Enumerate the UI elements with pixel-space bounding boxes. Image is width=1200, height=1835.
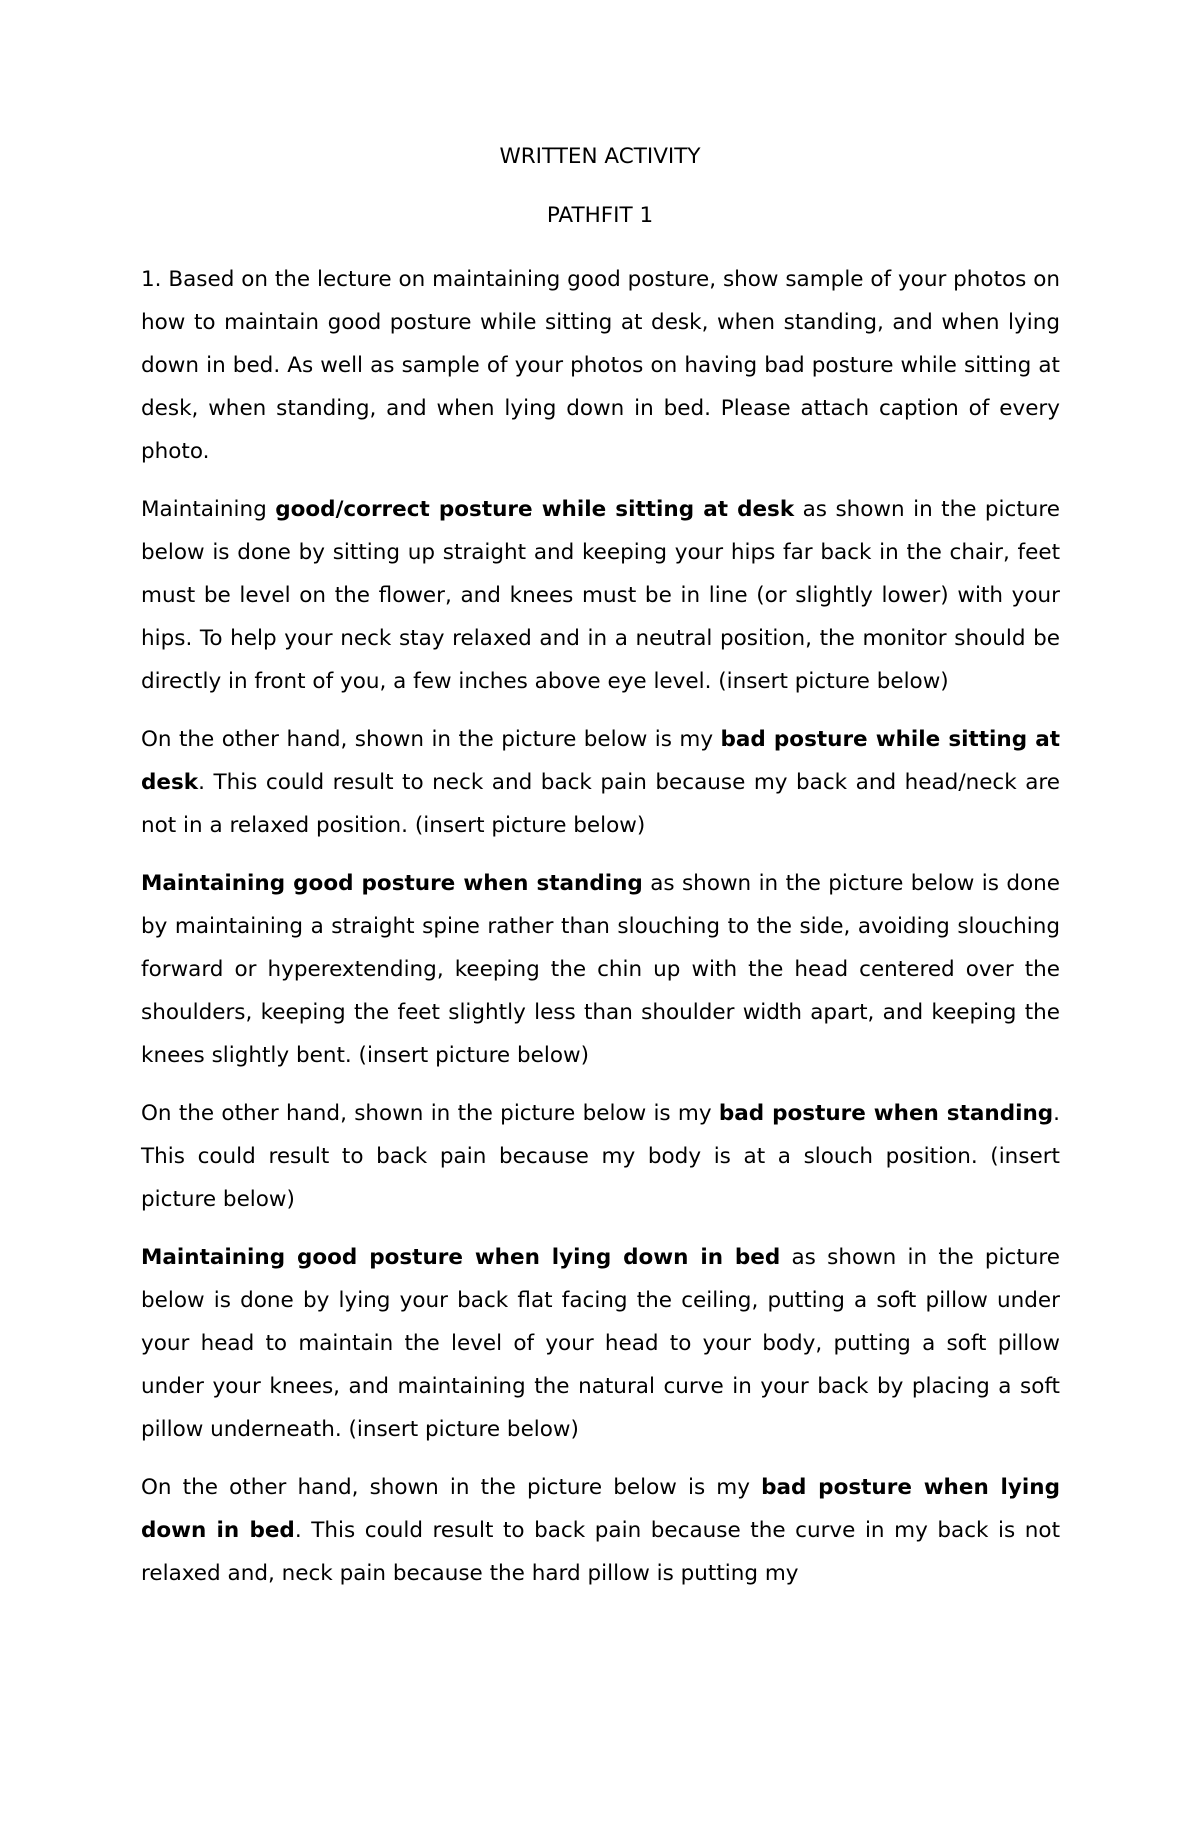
good-standing-paragraph: [141, 862, 1060, 1077]
bad-standing-paragraph: [141, 1092, 1060, 1221]
paragraph-text: as shown in the picture below is done by lying your back flat facing the ceiling, putting a soft pillow under your head to maintain the level of your head to your body, putting a soft pillow under your knees, and maintaining the natural curve in your back by placing a soft pillow underneath. (insert picture below): [141, 1245, 1061, 1442]
paragraph-emphasis: bad posture when standing: [718, 1101, 1054, 1126]
document-title: WRITTEN ACTIVITY: [499, 144, 701, 169]
paragraph-emphasis: Maintaining good posture when lying down in bed: [141, 1245, 781, 1270]
paragraph-emphasis: bad posture when lying down in bed: [141, 1475, 1060, 1543]
bad-sitting-paragraph: [141, 718, 1060, 847]
document-subtitle: PATHFIT 1: [546, 203, 654, 228]
paragraph-emphasis: bad posture while sitting at desk: [141, 727, 1060, 795]
good-lying-paragraph: [141, 1236, 1060, 1451]
paragraph-text: as shown in the picture below is done by sitting up straight and keeping your hips far back in the chair, feet must be level on the flower, and knees must be in line (or slightly lower) with your hips. To help your neck stay relaxed and in a neutral position, the monitor should be directly in front of you, a few inches above eye level. (insert picture below): [141, 497, 1060, 694]
bad-lying-paragraph: [141, 1466, 1060, 1595]
paragraph-text: Maintaining: [141, 497, 276, 522]
paragraph-text: . This could result to back pain because my body is at a slouch position. (insert picture below): [141, 1101, 1060, 1212]
paragraph-text: as shown in the picture below is done by maintaining a straight spine rather than slouching to the side, avoiding slouching forward or hyperextending, keeping the chin up with the head centered over the shoulders, keeping the feet slightly less than shoulder width apart, and keeping the knees slightly bent. (insert picture below): [141, 871, 1061, 1068]
good-sitting-paragraph: [141, 488, 1060, 703]
question-paragraph: 1. Based on the lecture on maintaining good posture, show sample of your photos on how to maintain good posture while sitting at desk, when standing, and when lying down in bed. As well as sample of your photos on having bad posture while sitting at desk, when standing, and when lying down in bed. Please attach caption of every photo.: [141, 267, 1060, 464]
paragraph-text: . This could result to neck and back pain because my back and head/neck are not in a relaxed position. (insert picture below): [141, 770, 1060, 838]
paragraph-text: On the other hand, shown in the picture below is my: [141, 1101, 719, 1126]
paragraph-text: . This could result to back pain because the curve in my back is not relaxed and, neck pain because the hard pillow is putting my: [141, 1518, 1060, 1586]
paragraph-text: On the other hand, shown in the picture below is my: [141, 727, 721, 752]
paragraph-text: On the other hand, shown in the picture below is my: [141, 1475, 762, 1500]
paragraph-emphasis: Maintaining good posture when standing: [141, 871, 643, 896]
paragraph-emphasis: good/correct posture while sitting at desk: [275, 497, 795, 522]
document-body: [141, 258, 1060, 1610]
